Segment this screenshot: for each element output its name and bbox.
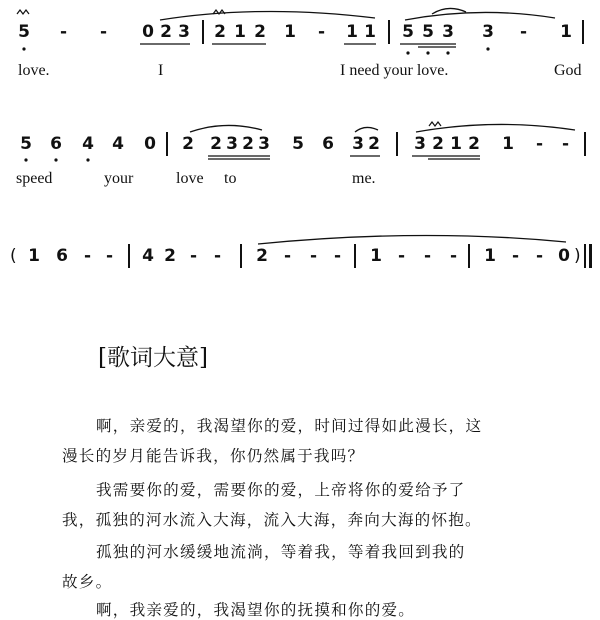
close-parenthesis: )	[574, 246, 581, 266]
note: 3	[258, 134, 270, 154]
dash: -	[60, 22, 68, 42]
paragraph-line: 我需要你的爱，需要你的爱，上帝将你的爱给予了	[96, 481, 466, 499]
lyric: love	[176, 170, 204, 187]
note: 0	[558, 246, 570, 266]
slur	[160, 11, 375, 20]
dash: -	[284, 246, 292, 266]
note: 1	[364, 22, 376, 42]
note: 1	[370, 246, 382, 266]
dash: -	[106, 246, 114, 266]
note: 1	[560, 22, 572, 42]
paragraph-line: 啊，亲爱的，我渴望你的爱，时间过得如此漫长，这	[96, 417, 483, 435]
note: 1	[234, 22, 246, 42]
lyric: I need your love.	[340, 62, 449, 79]
dash: -	[190, 246, 198, 266]
dash: -	[310, 246, 318, 266]
note: 6	[56, 246, 68, 266]
note: 5	[292, 134, 304, 154]
dash: -	[334, 246, 342, 266]
note: 5	[18, 22, 30, 42]
slur	[190, 125, 262, 132]
note: 6	[50, 134, 62, 154]
note: 3	[352, 134, 364, 154]
lyric: speed	[16, 170, 53, 187]
dash: -	[512, 246, 520, 266]
slur	[355, 127, 378, 132]
paragraph-line: 故乡。	[62, 573, 113, 591]
note: 1	[346, 22, 358, 42]
slur	[416, 124, 575, 132]
note: 2	[256, 246, 268, 266]
lyric: your	[104, 170, 134, 187]
open-parenthesis: (	[10, 246, 17, 266]
dash: -	[398, 246, 406, 266]
paragraph-line: 漫长的岁月能告诉我，你仍然属于我吗？	[62, 447, 365, 465]
note: 2	[254, 22, 266, 42]
note: 2	[214, 22, 226, 42]
dash: -	[214, 246, 222, 266]
note: 3	[414, 134, 426, 154]
note: 1	[450, 134, 462, 154]
dash: -	[536, 134, 544, 154]
note: 0	[142, 22, 154, 42]
note: 1	[484, 246, 496, 266]
note: 1	[284, 22, 296, 42]
note: 6	[322, 134, 334, 154]
note: 2	[164, 246, 176, 266]
note: 4	[112, 134, 124, 154]
dash: -	[520, 22, 528, 42]
lyric: I	[158, 62, 164, 79]
dash: -	[100, 22, 108, 42]
dash: -	[450, 246, 458, 266]
note: 2	[160, 22, 172, 42]
lyric: to	[224, 170, 237, 187]
note: 2	[368, 134, 380, 154]
slur	[258, 235, 566, 244]
note: 4	[142, 246, 154, 266]
note: 5	[402, 22, 414, 42]
note: 3	[178, 22, 190, 42]
note: 3	[226, 134, 238, 154]
lyric: me.	[352, 170, 376, 187]
note: 0	[144, 134, 156, 154]
note: 4	[82, 134, 94, 154]
dash: -	[536, 246, 544, 266]
note: 3	[442, 22, 454, 42]
note: 2	[468, 134, 480, 154]
note: 1	[502, 134, 514, 154]
note: 1	[28, 246, 40, 266]
note: 2	[210, 134, 222, 154]
slur	[405, 12, 555, 20]
section-title: [歌词大意]	[98, 345, 208, 371]
lyric: God	[554, 62, 582, 79]
note: 2	[182, 134, 194, 154]
paragraph-line: 我，孤独的河水流入大海，流入大海，奔向大海的怀抱。	[62, 511, 482, 529]
note: 2	[432, 134, 444, 154]
dash: -	[562, 134, 570, 154]
dash: -	[318, 22, 326, 42]
dash: -	[424, 246, 432, 266]
note: 5	[422, 22, 434, 42]
dash: -	[84, 246, 92, 266]
lyric: love.	[18, 62, 50, 79]
paragraph-line: 啊，我亲爱的，我渴望你的抚摸和你的爱。	[96, 601, 416, 619]
note: 3	[482, 22, 494, 42]
note: 2	[242, 134, 254, 154]
note: 5	[20, 134, 32, 154]
paragraph-line: 孤独的河水缓缓地流淌，等着我，等着我回到我的	[96, 543, 466, 561]
